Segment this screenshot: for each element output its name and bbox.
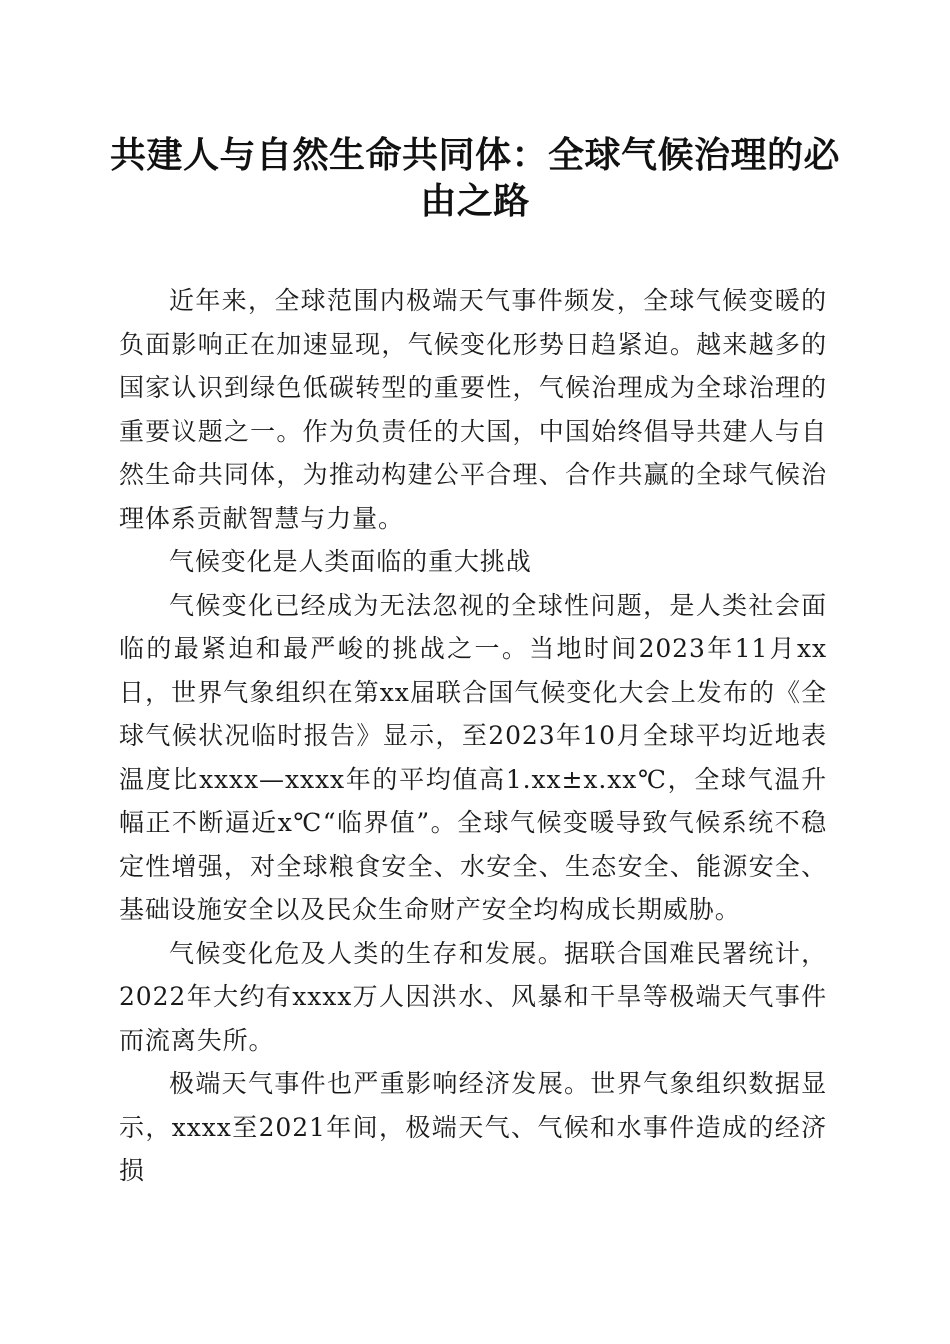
paragraph-economy: 极端天气事件也严重影响经济发展。世界气象组织数据显示，xxxx至2021年间，极端天气、气候和水事件造成的经济损 <box>119 1069 827 1185</box>
paragraph-survival: 气候变化危及人类的生存和发展。据联合国难民署统计，2022年大约有xxxx万人因洪水、风暴和干旱等极端天气事件而流离失所。 <box>119 938 827 1055</box>
document-body <box>119 279 827 1193</box>
paragraph-climate-challenge: 气候变化已经成为无法忽视的全球性问题，是人类社会面临的最紧迫和最严峻的挑战之一。当地时间2023年11月xx日，世界气象组织在第xx届联合国气候变化大会上发布的《全球气候状况临时报告》显示，至2023年10月全球平均近地表温度比xxxx—xxxx年的平均值高1.xx±x.xx℃，全球气温升幅正不断逼近x℃“临界值”。全球气候变暖导致气候系统不稳定性增强，对全球粮食安全、水安全、生态安全、能源安全、基础设施安全以及民众生命财产安全均构成长期威胁。 <box>119 590 827 924</box>
document-title: 共建人与自然生命共同体：全球气候治理的必由之路 <box>109 134 840 222</box>
section-heading: 气候变化是人类面临的重大挑战 <box>169 547 532 576</box>
paragraph-intro: 近年来，全球范围内极端天气事件频发，全球气候变暖的负面影响正在加速显现，气候变化形势日趋紧迫。越来越多的国家认识到绿色低碳转型的重要性，气候治理成为全球治理的重要议题之一。作为负责任的大国，中国始终倡导共建人与自然生命共同体，为推动构建公平合理、合作共赢的全球气候治理体系贡献智慧与力量。 <box>119 286 827 533</box>
